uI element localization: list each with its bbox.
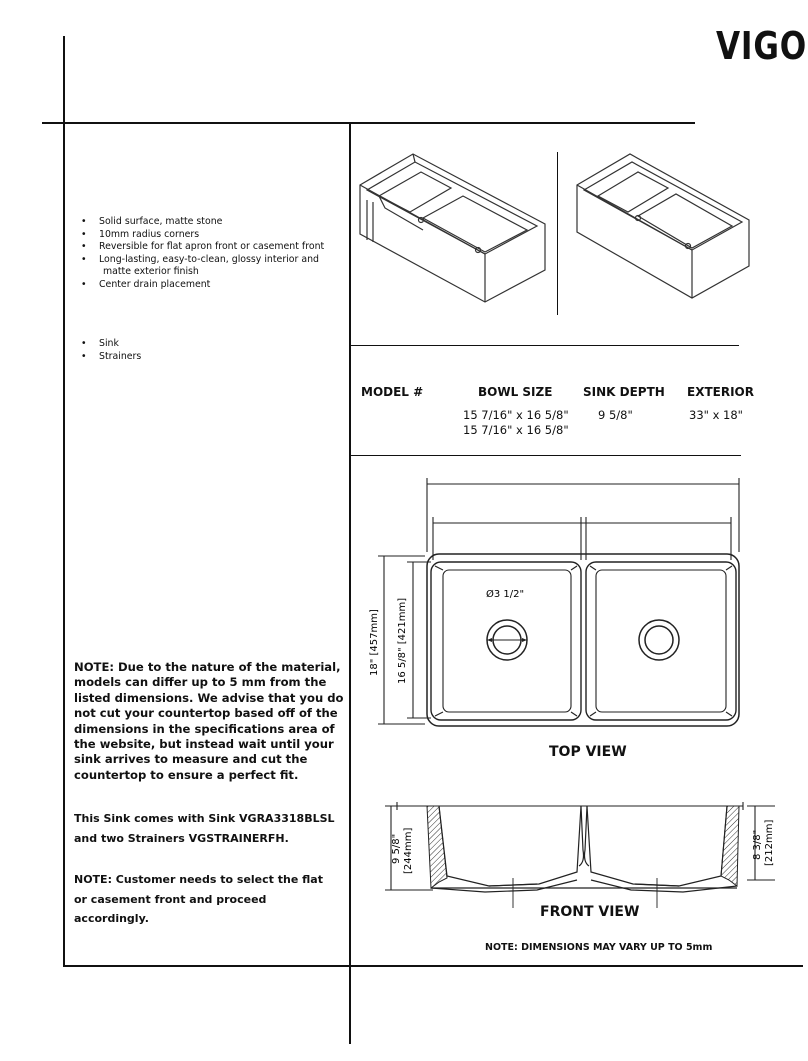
- frame-bottom-line: [63, 965, 803, 967]
- feature-list: [76, 216, 346, 292]
- feature-item: • Solid surface, matte stone: [76, 216, 346, 229]
- dimension-footer-note: NOTE: DIMENSIONS MAY VARY UP TO 5mm: [485, 942, 713, 953]
- outer-height-label: 18" [457mm]: [369, 609, 380, 676]
- section-line-2: [349, 455, 741, 456]
- product-image-casement: [572, 150, 752, 305]
- material-note: NOTE: Due to the nature of the material, models can differ up to 5 mm from the listed dimensions. We advise that you do not cut your countertop based off of the dimensions in the specifications area of the website, but instead wait until your sink arrives to measure and cut the countertop to ensure a perfect fit.: [74, 660, 344, 782]
- feature-item-continued: matte exterior finish: [103, 266, 199, 278]
- bowl-height-label: 16 5/8" [421mm]: [397, 597, 408, 684]
- frame-divider-line: [349, 122, 351, 1044]
- feature-item: • Reversible for flat apron front or casement front: [76, 241, 346, 254]
- product-image-apron: [355, 150, 550, 310]
- include-item: • Strainers: [76, 351, 276, 364]
- bowl-size-2: 15 7/16" x 16 5/8": [463, 423, 569, 437]
- front-depth-left-label: 9 5/8": [391, 833, 402, 864]
- top-view-label: TOP VIEW: [549, 744, 627, 760]
- includes-list: [76, 338, 276, 363]
- front-depth-right-mm-label: [212mm]: [764, 819, 775, 866]
- include-item: • Sink: [76, 338, 276, 351]
- front-view-drawing: [355, 800, 785, 910]
- brand-logo: VIGO: [716, 24, 808, 68]
- front-view-label: FRONT VIEW: [540, 904, 640, 920]
- exterior-value: 33" x 18": [689, 408, 743, 422]
- sink-depth-value: 9 5/8": [598, 408, 633, 422]
- drain-diameter-label: Ø3 1/2": [486, 589, 525, 600]
- feature-item: • Center drain placement: [76, 279, 346, 292]
- feature-item: • Long-lasting, easy-to-clean, glossy interior and: [76, 254, 346, 267]
- top-view-drawing: [355, 470, 755, 770]
- header-bowl-size: BOWL SIZE: [478, 385, 553, 399]
- bowl-size-1: 15 7/16" x 16 5/8": [463, 408, 569, 422]
- frame-top-line: [42, 122, 695, 124]
- header-exterior: EXTERIOR: [687, 385, 754, 399]
- header-model: MODEL #: [361, 385, 424, 399]
- package-note: This Sink comes with Sink VGRA3318BLSL and two Strainers VGSTRAINERFH.: [74, 812, 335, 845]
- frame-left-line: [63, 36, 65, 966]
- section-line-1: [349, 345, 739, 346]
- front-depth-right-label: 8 3/8": [752, 829, 763, 860]
- customer-note: NOTE: Customer needs to select the flat or casement front and proceed accordingly.: [74, 873, 323, 925]
- front-depth-left-mm-label: [244mm]: [403, 827, 414, 874]
- header-sink-depth: SINK DEPTH: [583, 385, 665, 399]
- product-image-divider: [557, 152, 558, 315]
- feature-item: • 10mm radius corners: [76, 229, 346, 242]
